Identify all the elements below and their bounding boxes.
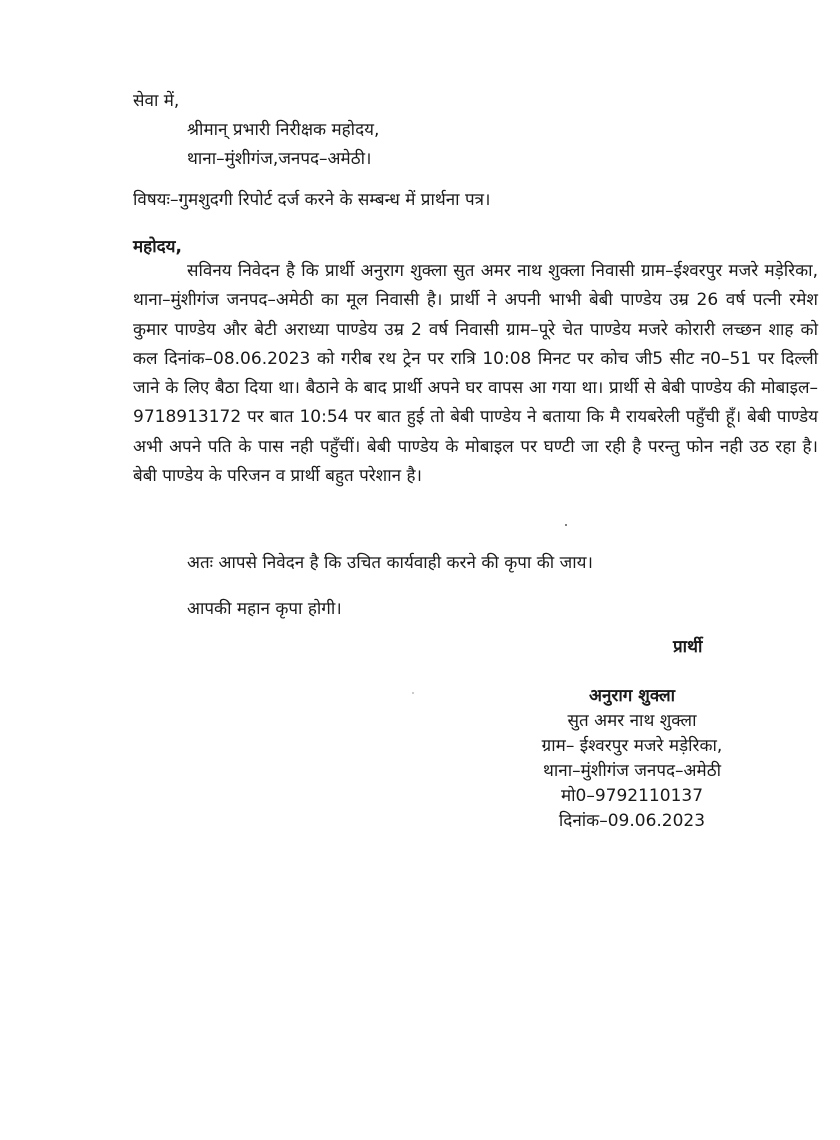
letter-closing: आपकी महान कृपा होगी। [187, 599, 342, 619]
letter-subject: विषयः–गुमशुदगी रिपोर्ट दर्ज करने के सम्बन्ध में प्रार्थना पत्र। [133, 190, 491, 210]
signature-date: दिनांक–09.06.2023 [558, 811, 706, 831]
signature-police-station: थाना–मुंशीगंज जनपद–अमेठी [543, 761, 721, 781]
addressee-designation: श्रीमान् प्रभारी निरीक्षक महोदय, [187, 120, 380, 140]
signature-mobile: मो0–9792110137 [560, 786, 704, 806]
scan-speck [412, 692, 414, 694]
signature-father: सुत अमर नाथ शुक्ला [567, 711, 697, 731]
letter-body: सविनय निवेदन है कि प्रार्थी अनुराग शुक्ला सुत अमर नाथ शुक्ला निवासी ग्राम–ईश्वरपुर मजरे मड़ेरिका, थाना–मुंशीगंज जनपद–अमेठी का मूल निवासी है। प्रार्थी ने अपनी भाभी बेबी पाण्डेय उम्र 26 वर्ष पत्नी रमेश कुमार पाण्डेय और बेटी अराध्या पाण्डेय उम्र 2 वर्ष निवासी ग्राम–पूरे चेत पाण्डेय मजरे कोरारी लच्छन शाह को कल दिनांक–08.06.2023 को गरीब रथ ट्रेन पर रात्रि 10:08 मिनट पर कोच जी5 सीट न0–51 पर दिल्ली जाने के लिए बैठा दिया था। बैठाने के बाद प्रार्थी अपने घर वापस आ गया था। प्रार्थी से बेबी पाण्डेय की मोबाइल–9718913172 पर बात 10:54 पर बात हुई तो बेबी पाण्डेय ने बताया कि मै रायबरेली पहुँची हूँ। बेबी पाण्डेय अभी अपने पति के पास नही पहुँचीं। बेबी पाण्डेय के मोबाइल पर घण्टी जा रही है परन्तु फोन नही उठ रहा है। बेबी पाण्डेय के परिजन व प्रार्थी बहुत परेशान है। [133, 261, 818, 487]
letter-request: अतः आपसे निवेदन है कि उचित कार्यवाही करने की कृपा की जाय। [187, 553, 593, 573]
signature-name: अनुराग शुक्ला [588, 686, 676, 706]
addressee-location: थाना–मुंशीगंज,जनपद–अमेठी। [187, 149, 372, 169]
signature-block [472, 684, 792, 834]
applicant-label: प्रार्थी [673, 637, 703, 657]
addressee-salutation: सेवा में, [133, 91, 180, 111]
scan-speck [565, 524, 567, 526]
letter-salutation: महोदय, [133, 237, 182, 257]
signature-village: ग्राम– ईश्वरपुर मजरे मड़ेरिका, [541, 736, 723, 756]
